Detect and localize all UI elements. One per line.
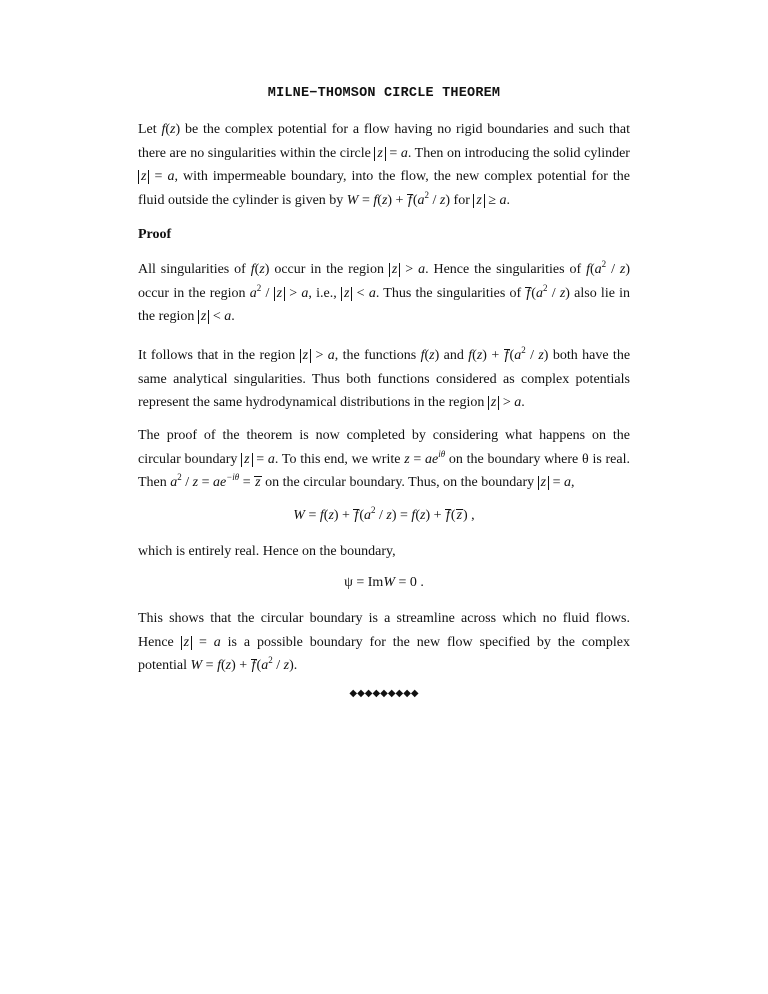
math: = 0 .: [398, 575, 424, 590]
math: z: [619, 262, 626, 277]
math-abs-z: z: [198, 310, 209, 324]
text: on the boundary where θ is real. Then: [138, 451, 630, 490]
text: This shows that the circular boundary is a streamline across which no fluid flows. Hence: [138, 611, 630, 650]
math: ): [175, 122, 181, 137]
proof-heading: Proof: [138, 227, 172, 242]
math-abs-z: z: [138, 170, 149, 184]
math-fbar: f: [526, 285, 531, 301]
text: All singularities of: [138, 262, 246, 277]
math: z: [225, 658, 232, 673]
end-mark: ◆◆◆◆◆◆◆◆◆: [349, 688, 419, 699]
math: z: [439, 192, 446, 208]
text: both have the same analytical singularities. Thus both functions considered as complex potentials represent the same hydrodynamical distributions in the region: [138, 348, 631, 410]
text: , with impermeable boundary, into the flow, the new complex potential for the fluid outside the cylinder is given by: [138, 169, 630, 208]
math-fbar: f: [446, 508, 450, 523]
math-abs-z: z: [181, 636, 192, 650]
text: ,: [571, 475, 575, 490]
math: z: [559, 285, 566, 301]
math-abs-z: z: [488, 396, 499, 410]
math-abs-z: z: [241, 453, 252, 467]
math-a: a: [499, 192, 507, 208]
math: ae: [425, 451, 439, 467]
text: , i.e.,: [308, 285, 337, 301]
text: .: [293, 658, 298, 673]
text: . Then on introducing the solid cylinder: [407, 145, 630, 161]
math: f: [319, 508, 324, 523]
math: a: [364, 508, 372, 523]
math: f: [411, 508, 416, 523]
math-a: a: [213, 634, 221, 650]
math-a: a: [249, 285, 257, 301]
proof-paragraph-3: The proof of the theorem is now completed by considering what happens on the circular boundary z = a. To this end, we write $z = ae^{i\theta}$ on the boundary where θ is real. Then $a^2 / z = ae^{-i\theta} = z$ on the circular boundary. Thus, on the boundary z = a,: [138, 428, 630, 490]
math: z: [429, 348, 435, 363]
math: ψ = Im: [344, 575, 384, 590]
math: z: [386, 508, 392, 523]
math: z: [476, 348, 483, 363]
text: .: [231, 309, 235, 324]
math: z: [538, 348, 544, 363]
theorem-statement: Let f(z) be the complex potential for a flow having no rigid boundaries and such that there are no singularities within the circle z = a. Then on introducing the solid cylinderz = a, with impermeable boundary, into the flow, the new complex potential for the fluid outside the cylinder is given by $W = f(z) + f(a^2 / z)$ for z ≥ a.: [138, 122, 631, 208]
math: a: [417, 192, 425, 208]
math-fbar: f: [407, 192, 412, 208]
math: a: [535, 285, 543, 301]
math-fz: f: [161, 122, 166, 137]
math-a: a: [267, 451, 275, 467]
math: W: [190, 658, 203, 673]
math-a: a: [368, 285, 376, 301]
math-fz: f: [468, 348, 473, 363]
math-a: a: [301, 285, 309, 301]
math-abs-z: z: [300, 349, 311, 363]
math-W: W: [346, 192, 359, 208]
text: for: [453, 192, 470, 208]
math-fbar: f: [354, 508, 359, 523]
math-a: a: [170, 475, 178, 490]
math-z-eq: z: [404, 451, 410, 467]
math-a: a: [167, 169, 175, 184]
math-a: a: [224, 309, 232, 324]
math: ae: [213, 475, 227, 490]
document-title: MILNE−THOMSON CIRCLE THEOREM: [267, 86, 501, 101]
math-a: a: [327, 348, 335, 363]
text: , the functions: [334, 348, 417, 363]
math-abs-z: z: [473, 194, 484, 208]
math: W: [383, 575, 395, 590]
proof-paragraph-1: All singularities of f(z) occur in the region z > a. Hence the singularities of $f(a^2 / z)$ occur in the region $a^2 / z > a$, i.e., z < a. Thus the singularities of $f(a^2 / z)$ also lie in the region z < a.: [138, 259, 631, 324]
text: . Hence the singularities of: [425, 262, 582, 277]
equation-w-boundary: $W = f(z) + f(a^2 / z) = f(z) + f(z)$ ,: [293, 505, 475, 523]
math: z: [170, 122, 176, 137]
math-fz: f: [420, 348, 425, 363]
math: a: [261, 658, 269, 673]
math-abs-z: z: [538, 476, 549, 490]
math: z: [283, 658, 290, 673]
math: W: [293, 508, 305, 523]
math: z: [192, 475, 199, 490]
math-abs-z: z: [374, 147, 385, 161]
text: also lie in the region: [138, 285, 631, 324]
proof-paragraph-2: It follows that in the region z > a, the functions f(z) and $f(z) + f(a^2 / z)$ both have the same analytical singularities. Thus both functions considered as complex potentials represent the same hydrodynamical distributions in the region z > a.: [138, 345, 631, 410]
math-zbar: z: [456, 508, 463, 523]
math: z: [419, 508, 426, 523]
math-abs-z: z: [389, 263, 400, 277]
math: f: [373, 192, 378, 208]
text: Let: [138, 122, 157, 137]
math-fz: f: [250, 262, 255, 277]
math: z: [259, 262, 265, 277]
math-a: a: [418, 262, 426, 277]
text: .: [506, 192, 510, 208]
text: It follows that in the region: [138, 348, 296, 363]
proof-paragraph-4: which is entirely real. Hence on the boundary,: [138, 544, 396, 559]
equation-psi: [138, 575, 630, 591]
math-a: a: [564, 475, 571, 490]
math: z: [381, 192, 388, 208]
text: The proof of the theorem is now completed by considering what happens on the circular boundary: [138, 428, 630, 467]
math: z: [328, 508, 334, 523]
text: occur in the region: [138, 285, 246, 301]
math: f: [217, 658, 221, 673]
math-a: a: [514, 395, 522, 410]
text: .: [521, 395, 525, 410]
math-zbar: z: [255, 475, 261, 490]
math-fbar: f: [251, 658, 256, 673]
math-f: f: [586, 262, 590, 277]
math: (: [165, 122, 171, 137]
text: be the complex potential for a flow having no rigid boundaries and such that there are no singularities within the circle: [138, 122, 631, 161]
math: a: [594, 262, 602, 277]
math-abs-z: z: [274, 287, 285, 301]
math: a: [514, 348, 522, 363]
proof-conclusion: This shows that the circular boundary is a streamline across which no fluid flows. Hence z = a is a possible boundary for the new flow specified by the complex potential $W = f(z) + f(a^2 / z)$.: [138, 611, 630, 673]
text: is a possible boundary for the new flow specified by the complex potential: [138, 634, 630, 673]
text: . Thus the singularities of: [375, 285, 522, 301]
text: on the circular boundary. Thus, on the boundary: [265, 475, 535, 490]
text: and: [443, 348, 464, 363]
text: . To this end, we write: [274, 451, 401, 467]
math-abs-z: z: [341, 287, 352, 301]
math-fbar: f: [504, 348, 509, 363]
math-a: a: [400, 145, 408, 161]
text: occur in the region: [274, 262, 384, 277]
